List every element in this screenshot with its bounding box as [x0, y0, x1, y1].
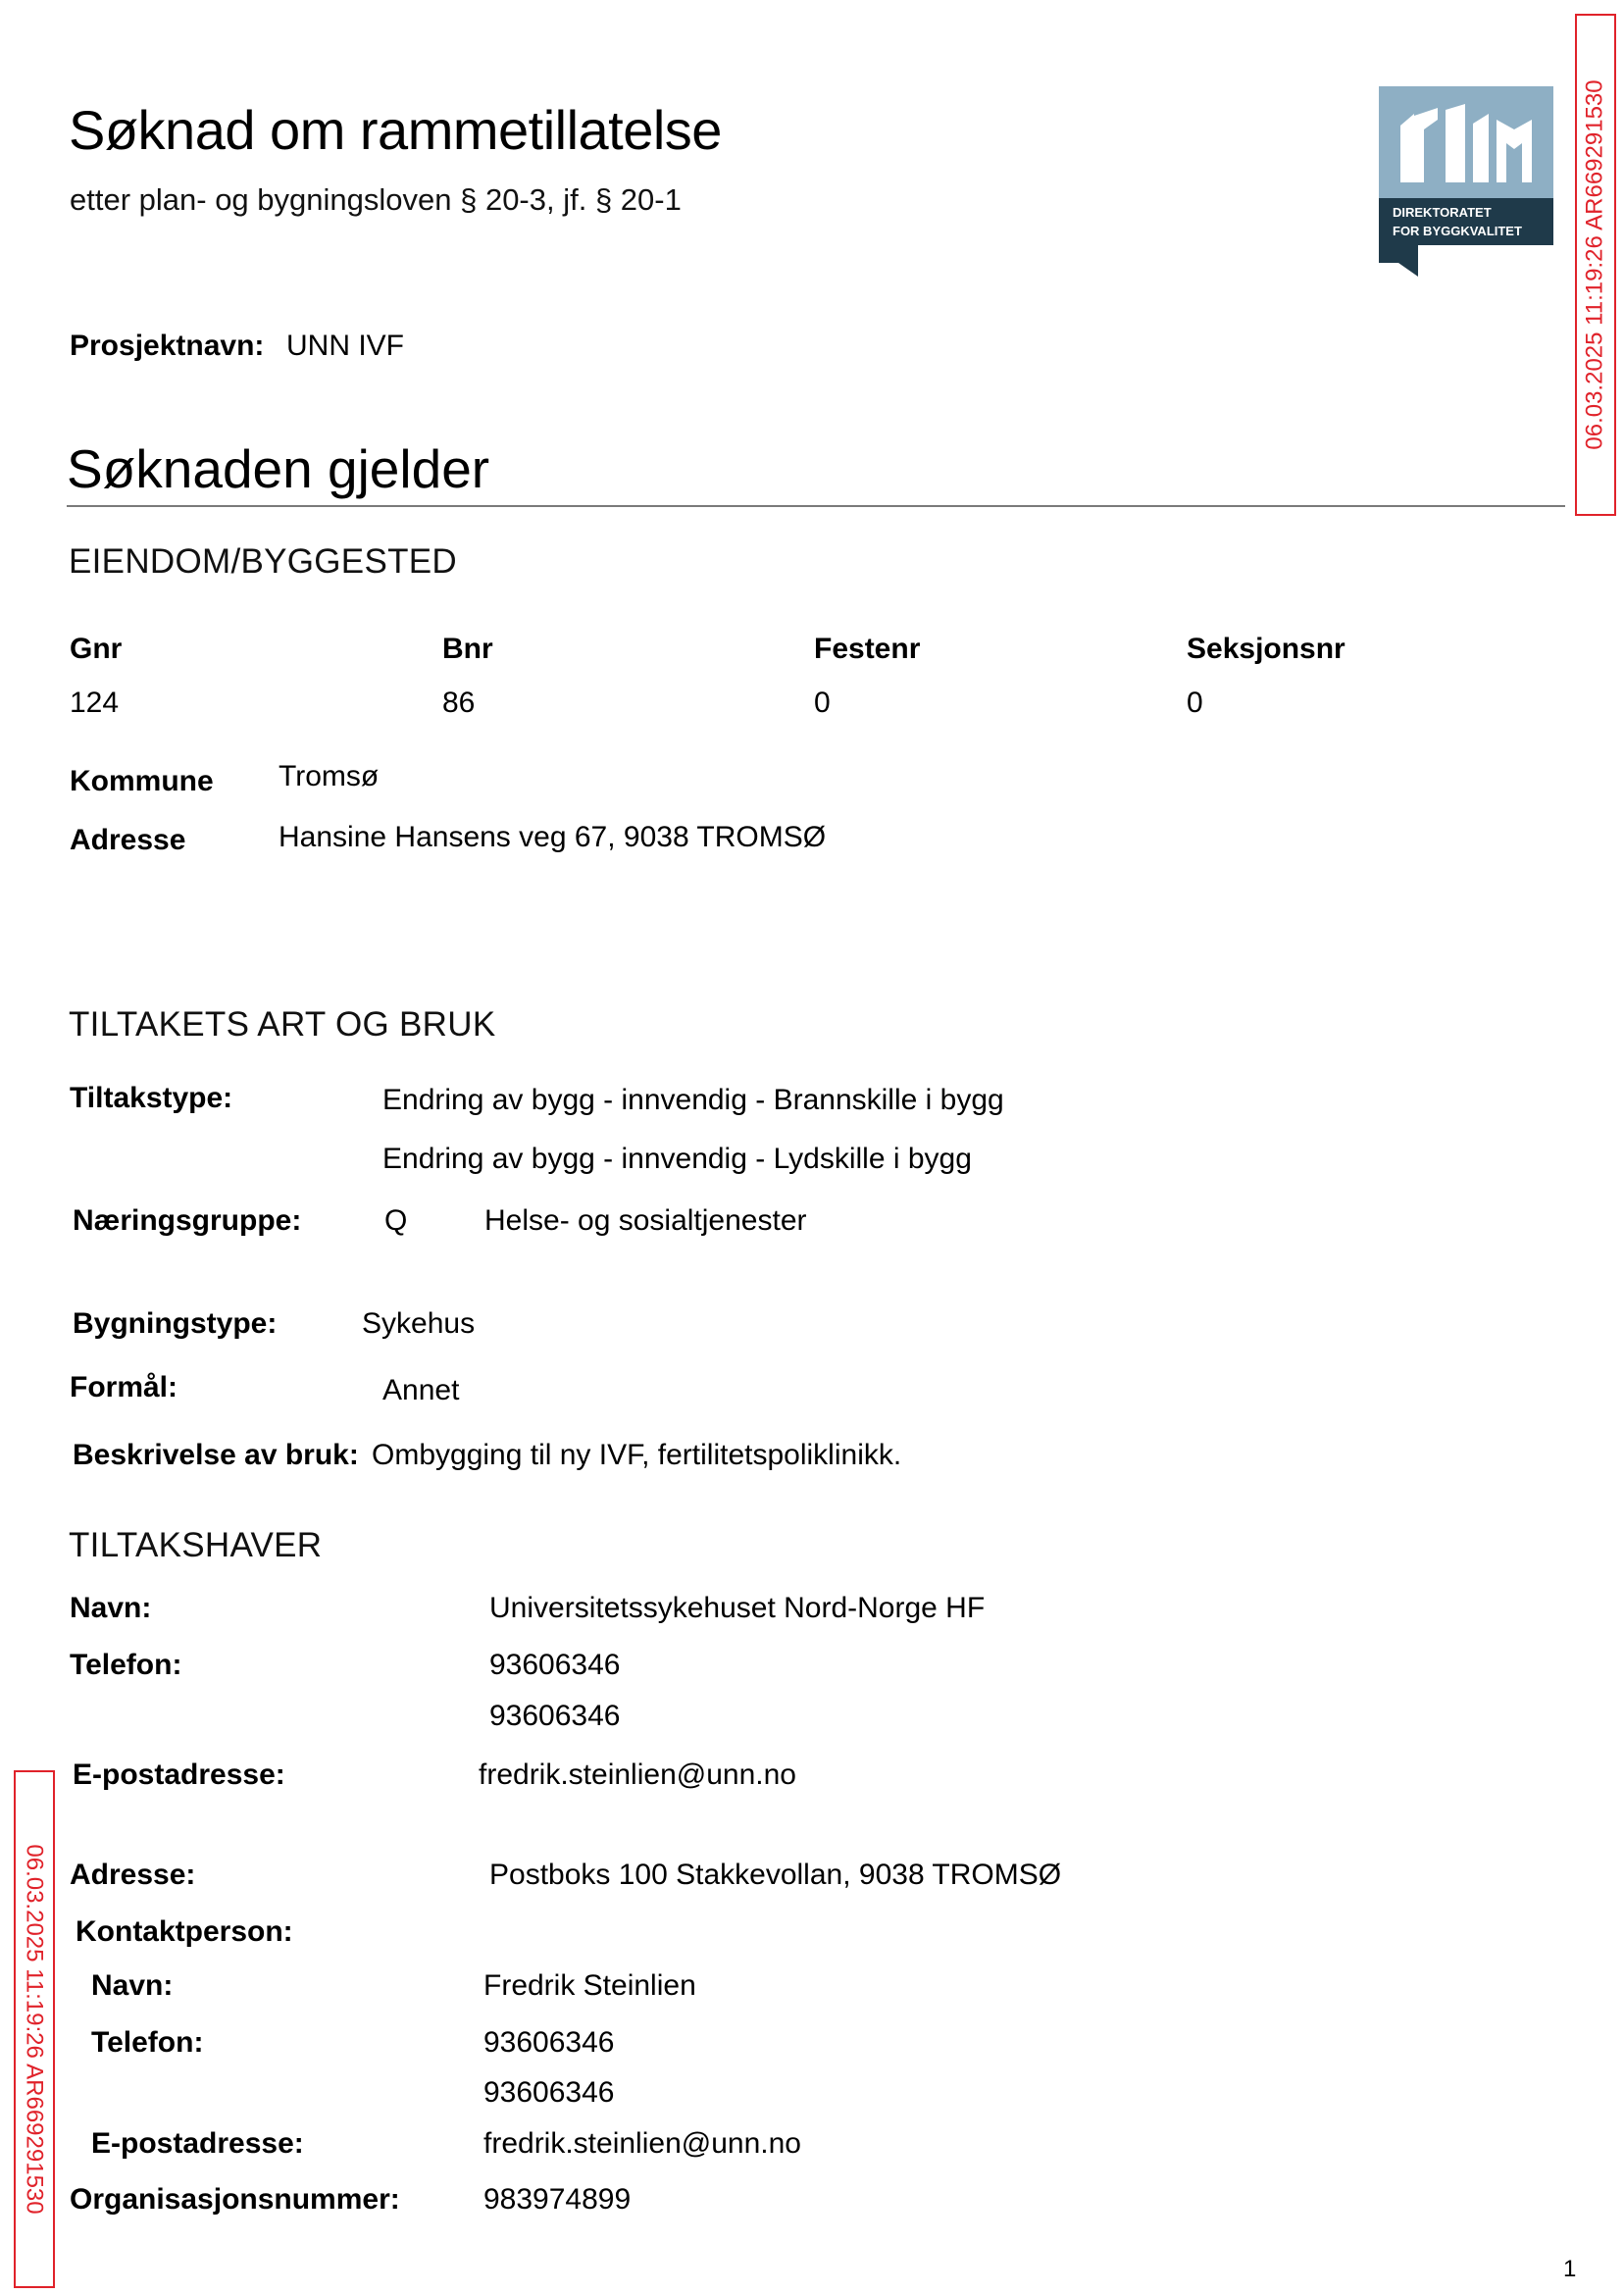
- logo-text-line1: DIREKTORATET: [1393, 205, 1492, 220]
- formal-value: Annet: [382, 1374, 460, 1406]
- stamp-text: 06.03.2025 11:19:26 AR669291530: [1582, 79, 1608, 450]
- th-telefon-value: 93606346: [489, 1700, 621, 1732]
- kp-epost-label: E-postadresse:: [91, 2127, 304, 2160]
- gnr-value: 124: [70, 687, 120, 719]
- th-telefon-value: 93606346: [489, 1649, 621, 1681]
- document-subtitle: etter plan- og bygningsloven § 20-3, jf. § 20-1: [70, 182, 682, 217]
- bnr-label: Bnr: [442, 633, 493, 665]
- naeringsgruppe-code: Q: [384, 1204, 408, 1237]
- kontaktperson-label: Kontaktperson:: [76, 1915, 293, 1948]
- bygningstype-value: Sykehus: [362, 1307, 476, 1340]
- tiltakshaver-heading: TILTAKSHAVER: [69, 1526, 323, 1564]
- th-epost-value: fredrik.steinlien@unn.no: [479, 1759, 796, 1791]
- th-navn-label: Navn:: [70, 1592, 152, 1624]
- formal-label: Formål:: [70, 1371, 178, 1403]
- bnr-value: 86: [442, 687, 476, 719]
- th-epost-label: E-postadresse:: [73, 1759, 285, 1791]
- th-navn-value: Universitetssykehuset Nord-Norge HF: [489, 1592, 986, 1624]
- bruk-label: Beskrivelse av bruk:: [73, 1439, 359, 1471]
- orgnr-value: 983974899: [483, 2183, 632, 2216]
- seksjonsnr-value: 0: [1187, 687, 1203, 719]
- kommune-value: Tromsø: [279, 760, 380, 792]
- tiltakstype-label: Tiltakstype:: [70, 1082, 233, 1114]
- naeringsgruppe-label: Næringsgruppe:: [73, 1204, 302, 1237]
- section-divider: [67, 505, 1565, 507]
- section-heading: Søknaden gjelder: [67, 438, 490, 499]
- tiltak-heading: TILTAKETS ART OG BRUK: [69, 1005, 496, 1044]
- gnr-label: Gnr: [70, 633, 123, 665]
- timestamp-stamp-top: [1575, 14, 1616, 516]
- kommune-label: Kommune: [70, 765, 214, 797]
- project-label: Prosjektnavn:: [70, 330, 265, 362]
- kp-telefon-value: 93606346: [483, 2076, 615, 2109]
- adresse-label: Adresse: [70, 824, 186, 856]
- dibk-logo: [1379, 86, 1553, 277]
- naeringsgruppe-value: Helse- og sosialtjenester: [484, 1204, 807, 1237]
- kp-navn-label: Navn:: [91, 1969, 174, 2002]
- seksjonsnr-label: Seksjonsnr: [1187, 633, 1345, 665]
- eiendom-heading: EIENDOM/BYGGESTED: [69, 542, 457, 581]
- kp-epost-value: fredrik.steinlien@unn.no: [483, 2127, 801, 2160]
- th-telefon-label: Telefon:: [70, 1649, 182, 1681]
- orgnr-label: Organisasjonsnummer:: [70, 2183, 400, 2216]
- kp-navn-value: Fredrik Steinlien: [483, 1969, 696, 2002]
- timestamp-stamp-left: [14, 1770, 55, 2288]
- document-title: Søknad om rammetillatelse: [69, 99, 722, 161]
- adresse-value: Hansine Hansens veg 67, 9038 TROMSØ: [279, 821, 827, 853]
- festenr-value: 0: [814, 687, 831, 719]
- bygningstype-label: Bygningstype:: [73, 1307, 278, 1340]
- page-number: 1: [1563, 2256, 1577, 2282]
- th-adresse-label: Adresse:: [70, 1859, 196, 1891]
- festenr-label: Festenr: [814, 633, 921, 665]
- tiltakstype-value: Endring av bygg - innvendig - Brannskille i bygg: [382, 1084, 1004, 1116]
- project-value: UNN IVF: [286, 330, 404, 362]
- kp-telefon-value: 93606346: [483, 2026, 615, 2059]
- kp-telefon-label: Telefon:: [91, 2026, 204, 2059]
- logo-text-line2: FOR BYGGKVALITET: [1393, 224, 1522, 238]
- th-adresse-value: Postboks 100 Stakkevollan, 9038 TROMSØ: [489, 1859, 1062, 1891]
- tiltakstype-value: Endring av bygg - innvendig - Lydskille i bygg: [382, 1143, 972, 1175]
- bruk-value: Ombygging til ny IVF, fertilitetspoliklinikk.: [372, 1439, 902, 1471]
- stamp-text: 06.03.2025 11:19:26 AR669291530: [22, 1844, 48, 2215]
